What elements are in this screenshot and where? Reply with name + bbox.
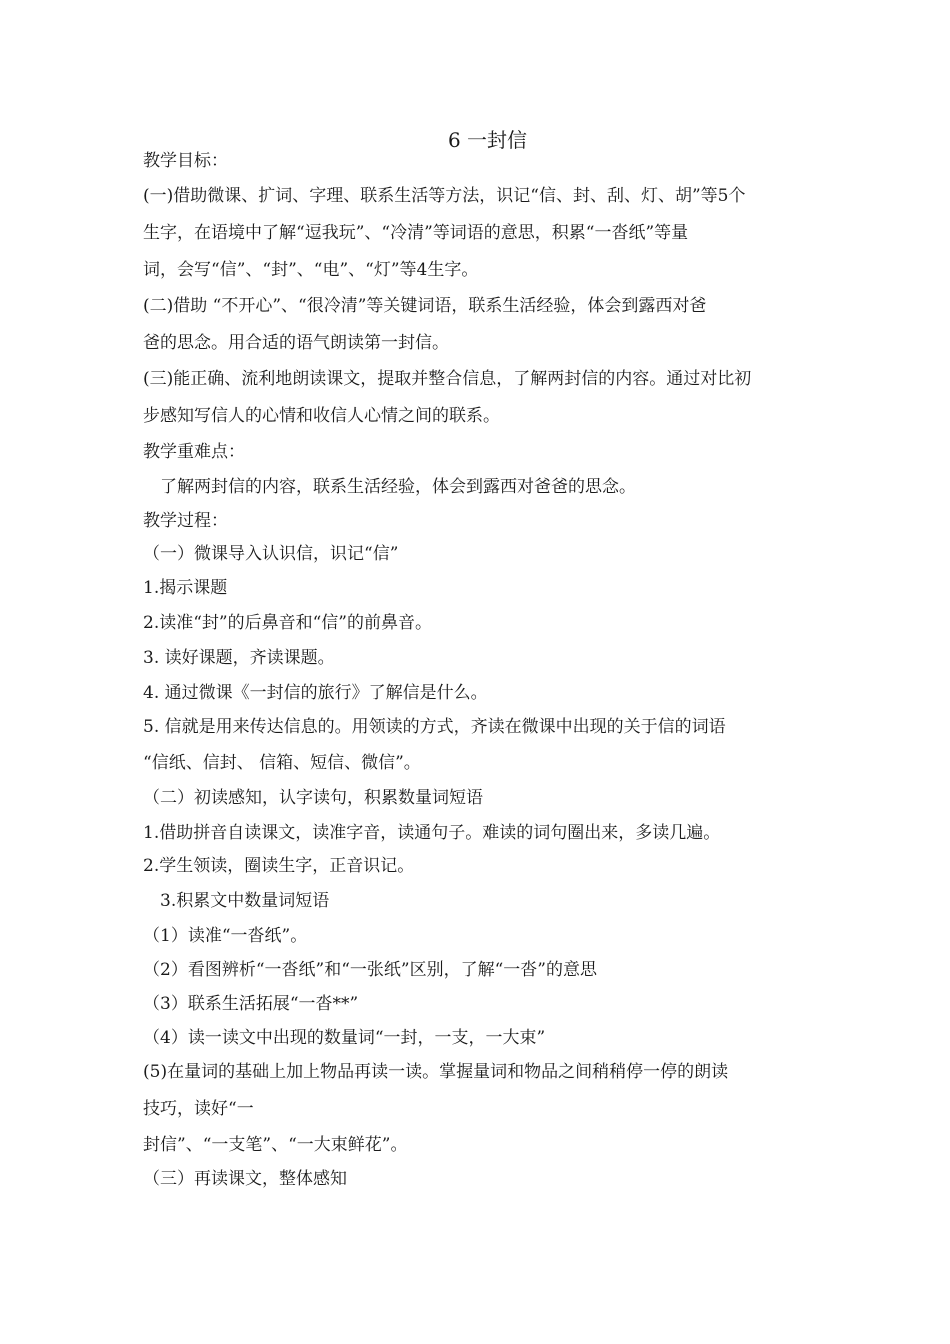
section-heading-key-points: 教学重难点： <box>143 442 245 462</box>
process-step-4: 4. 通过微课《一封信的旅行》了解信是什么。 <box>143 683 488 703</box>
objective-2-line-1: (二)借助 “不开心”、“很冷清”等关键词语，联系生活经验，体会到露西对爸 <box>143 296 707 316</box>
objective-3-line-1: (三)能正确、流利地朗读课文，提取并整合信息，了解两封信的内容。通过对比初 <box>143 369 752 389</box>
process-step-5-line-2: “信纸、信封、 信箱、短信、微信”。 <box>143 753 421 773</box>
sub-step-5-line-2: 技巧，读好“一 <box>143 1099 254 1119</box>
sub-step-3: （3）联系生活拓展“一沓**” <box>143 994 359 1014</box>
document-title: 6 一封信 <box>447 128 528 152</box>
objective-2-line-2: 爸的思念。用合适的语气朗读第一封信。 <box>143 333 449 353</box>
objective-1-line-2: 生字，在语境中了解“逗我玩”、“冷清”等词语的意思，积累“一沓纸”等量 <box>143 223 689 243</box>
objective-1-line-1: (一)借助微课、扩词、字理、联系生活等方法，识记“信、封、刮、灯、胡”等5个 <box>143 186 746 206</box>
section-heading-process: 教学过程： <box>143 511 228 531</box>
process-part-1-heading: （一）微课导入认识信，识记“信” <box>143 544 399 564</box>
objective-1-line-3: 词，会写“信”、“封”、“电”、“灯”等4生字。 <box>143 260 479 280</box>
process-step-3: 3. 读好课题，齐读课题。 <box>143 648 335 668</box>
process-part-3-heading: （三）再读课文，整体感知 <box>143 1169 347 1189</box>
section-heading-objectives: 教学目标： <box>143 151 228 171</box>
key-points-text: 了解两封信的内容，联系生活经验，体会到露西对爸爸的思念。 <box>160 477 636 497</box>
process-step-2: 2.读准“封”的后鼻音和“信”的前鼻音。 <box>143 613 432 633</box>
sub-step-5-line-3: 封信”、“一支笔”、“一大束鲜花”。 <box>143 1135 408 1155</box>
process-step-5-line-1: 5. 信就是用来传达信息的。用领读的方式，齐读在微课中出现的关于信的词语 <box>143 717 726 737</box>
sub-step-2: （2）看图辨析“一沓纸”和“一张纸”区别，了解“一沓”的意思 <box>143 960 597 980</box>
process-part-2-step-2: 2.学生领读，圈读生字，正音识记。 <box>143 856 415 876</box>
objective-3-line-2: 步感知写信人的心情和收信人心情之间的联系。 <box>143 406 500 426</box>
sub-step-1: （1）读准“一沓纸”。 <box>143 926 308 946</box>
sub-step-5-line-1: (5)在量词的基础上加上物品再读一读。掌握量词和物品之间稍稍停一停的朗读 <box>143 1062 729 1082</box>
sub-step-4: （4）读一读文中出现的数量词“一封，一支，一大束” <box>143 1028 546 1048</box>
process-part-2-heading: （二）初读感知，认字读句，积累数量词短语 <box>143 788 483 808</box>
process-part-2-step-1: 1.借助拼音自读课文，读准字音，读通句子。难读的词句圈出来，多读几遍。 <box>143 823 721 843</box>
process-part-2-step-3: 3.积累文中数量词短语 <box>160 891 330 911</box>
process-step-1: 1.揭示课题 <box>143 578 228 598</box>
